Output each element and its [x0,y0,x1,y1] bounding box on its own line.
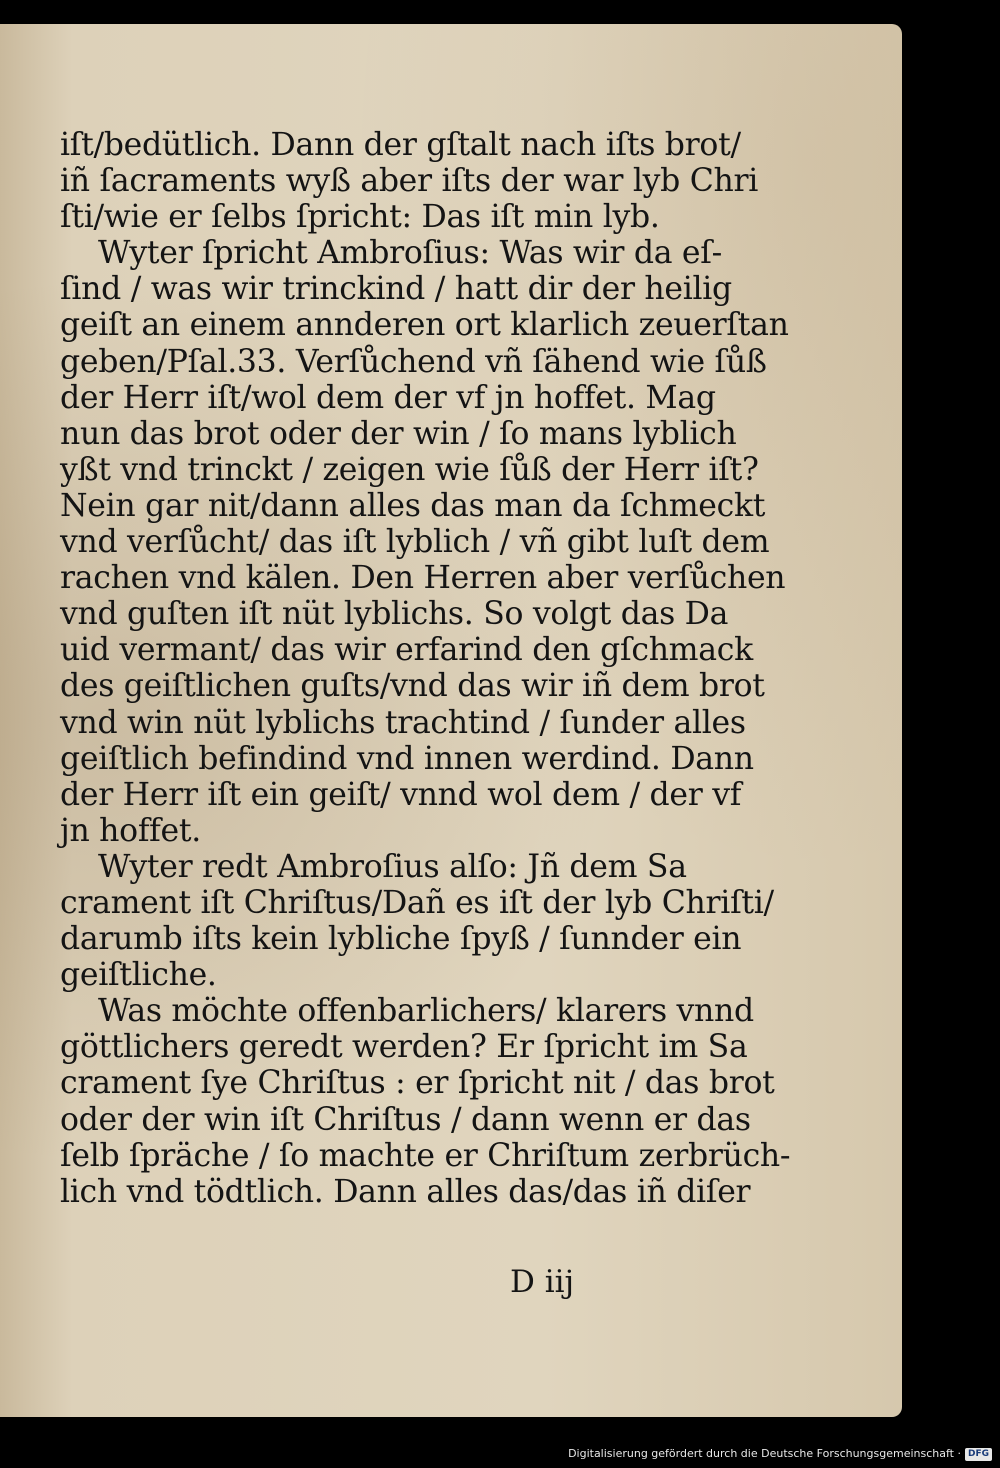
text-line: geben/Pſal.33. Verſůchend vñ ſähend wie ſůß [60,343,767,380]
text-line: ſind / was wir trinckind / hatt dir der heilig [60,271,732,308]
page-text [60,127,791,1210]
text-line: iñ ſacraments wyß aber iſts der war lyb Chri [60,163,759,200]
text-line: geiſt an einem annderen ort klarlich zeuerſtan [60,307,789,344]
text-line: oder der win iſt Chriſtus / dann wenn er das [60,1101,751,1138]
text-line: iſt/bedütlich. Dann der gſtalt nach iſts brot/ [60,127,741,163]
text-line: Wyter ſpricht Ambroſius: Was wir da eſ- [98,235,722,272]
text-line: göttlichers geredt werden? Er ſpricht im Sa [60,1029,748,1066]
text-line: geiſtlich befindind vnd innen werdind. Dann [60,740,754,777]
text-line: crament ſye Chriſtus : er ſpricht nit / das brot [60,1065,775,1102]
text-line: vnd win nüt lyblichs trachtind / ſunder alles [60,704,746,741]
text-line: geiſtliche. [60,957,217,994]
text-line: vnd verſůcht/ das iſt lyblich / vñ gibt luſt dem [60,524,770,561]
book-page [0,24,902,1417]
text-line: rachen vnd kälen. Den Herren aber verſůchen [60,560,786,597]
text-line: der Herr iſt ein geiſt/ vnnd wol dem / der vf [60,776,742,813]
text-line: yßt vnd trinckt / zeigen wie ſůß der Herr iſt? [60,451,759,488]
text-line: Was möchte offenbarlichers/ klarers vnnd [98,993,754,1030]
text-line: uid vermant/ das wir erfarind den gſchmack [60,632,753,669]
text-line: Wyter redt Ambroſius alſo: Jñ dem Sa [98,848,687,885]
signature-mark: D iij [510,1264,575,1300]
text-line: vnd guſten iſt nüt lyblichs. So volgt das Da [60,596,729,633]
footer [568,1447,992,1461]
footer-credit: Digitalisierung gefördert durch die Deutsche Forschungsgemeinschaft · [568,1447,961,1460]
text-line: ſti/wie er ſelbs ſpricht: Das iſt min lyb. [60,199,660,236]
text-line: jn hoffet. [60,812,201,849]
text-line: nun das brot oder der win / ſo mans lyblich [60,415,737,452]
text-line: lich vnd tödtlich. Dann alles das/das iñ diſer [60,1173,751,1210]
text-line: darumb iſts kein lybliche ſpyß / ſunnder ein [60,921,742,958]
text-line: Nein gar nit/dann alles das man da ſchmeckt [60,487,766,524]
text-line: crament iſt Chriſtus/Dañ es iſt der lyb Chriſti/ [60,884,774,921]
text-line: ſelb ſpräche / ſo machte er Chriſtum zerbrüch- [60,1137,791,1174]
text-line: des geiſtlichen guſts/vnd das wir iñ dem brot [60,668,765,705]
text-line: der Herr iſt/wol dem der vf jn hoffet. Mag [60,379,716,416]
dfg-logo-icon: DFG [965,1448,992,1461]
